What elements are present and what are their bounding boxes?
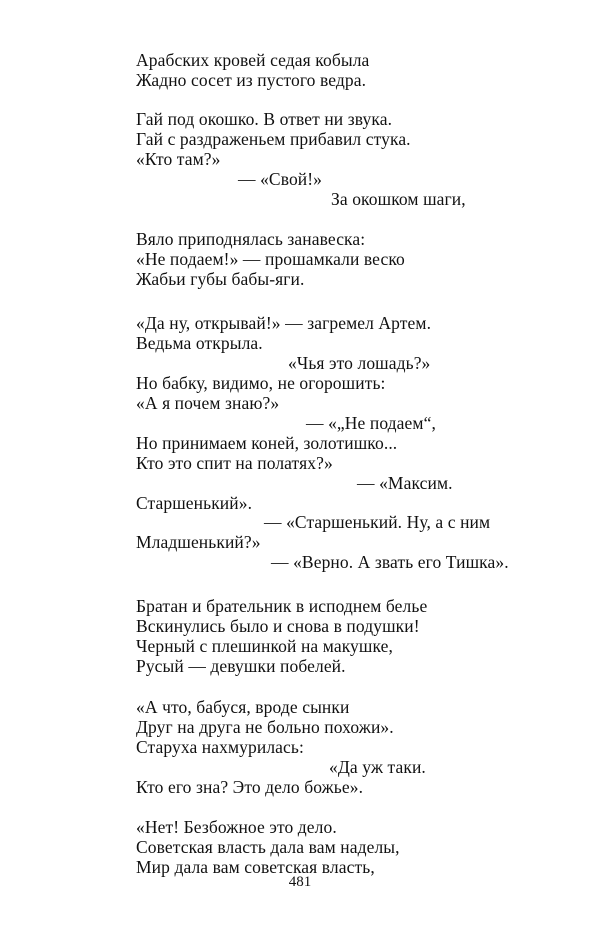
poem-line: «Кто там?» [136, 149, 221, 169]
poem-line: «Нет! Безбожное это дело. [136, 817, 337, 837]
poem-line: — «Свой!» [238, 169, 323, 189]
poem-line: — «„Не подаем“, [306, 413, 436, 433]
poem-line: «Не подаем!» — прошамкали веско [136, 249, 405, 269]
poem-line: Черный с плешинкой на макушке, [136, 636, 393, 656]
poem-line: Жабьи губы бабы-яги. [136, 269, 305, 289]
poem-line: Старуха нахмурилась: [136, 737, 304, 757]
poem-line: Младшенький?» [136, 532, 261, 552]
poem-line: Гай под окошко. В ответ ни звука. [136, 109, 393, 129]
poem-line: Кто это спит на полатях?» [136, 453, 333, 473]
poem-line: Мир дала вам советская власть, [136, 857, 375, 877]
poem-line: Но принимаем коней, золотишко... [136, 433, 398, 453]
poem-line: «Да уж таки. [329, 757, 426, 777]
poem-line: Кто его зна? Это дело божье». [136, 777, 364, 797]
poem-line: Вскинулись было и снова в подушки! [136, 616, 420, 636]
poem-line: Жадно сосет из пустого ведра. [136, 70, 367, 90]
poem-line: За окошком шаги, [331, 189, 466, 209]
poem-line: «Да ну, открывай!» — загремел Артем. [136, 313, 432, 333]
poem-line: Братан и брательник в исподнем белье [136, 596, 428, 616]
poem-line: Но бабку, видимо, не огорошить: [136, 373, 386, 393]
poem-line: «Чья это лошадь?» [288, 353, 431, 373]
poem-line: Вяло приподнялась занавеска: [136, 229, 366, 249]
poem-line: Ведьма открыла. [136, 333, 263, 353]
poem-line: Советская власть дала вам наделы, [136, 837, 400, 857]
poem-line: Арабских кровей седая кобыла [136, 50, 370, 70]
poem-line: «А я почем знаю?» [136, 393, 280, 413]
poem-line: Друг на друга не больно похожи». [136, 717, 394, 737]
poem-line: — «Старшенький. Ну, а с ним [264, 512, 491, 532]
poem-line: — «Верно. А звать его Тишка». [271, 552, 509, 572]
poem-line: Гай с раздраженьем прибавил стука. [136, 129, 411, 149]
page-number: 481 [288, 874, 312, 890]
poem-line: Русый — девушки побелей. [136, 656, 346, 676]
poem-line: Старшенький». [136, 493, 253, 513]
poem-line: — «Максим. [357, 473, 453, 493]
poem-line: «А что, бабуся, вроде сынки [136, 697, 350, 717]
